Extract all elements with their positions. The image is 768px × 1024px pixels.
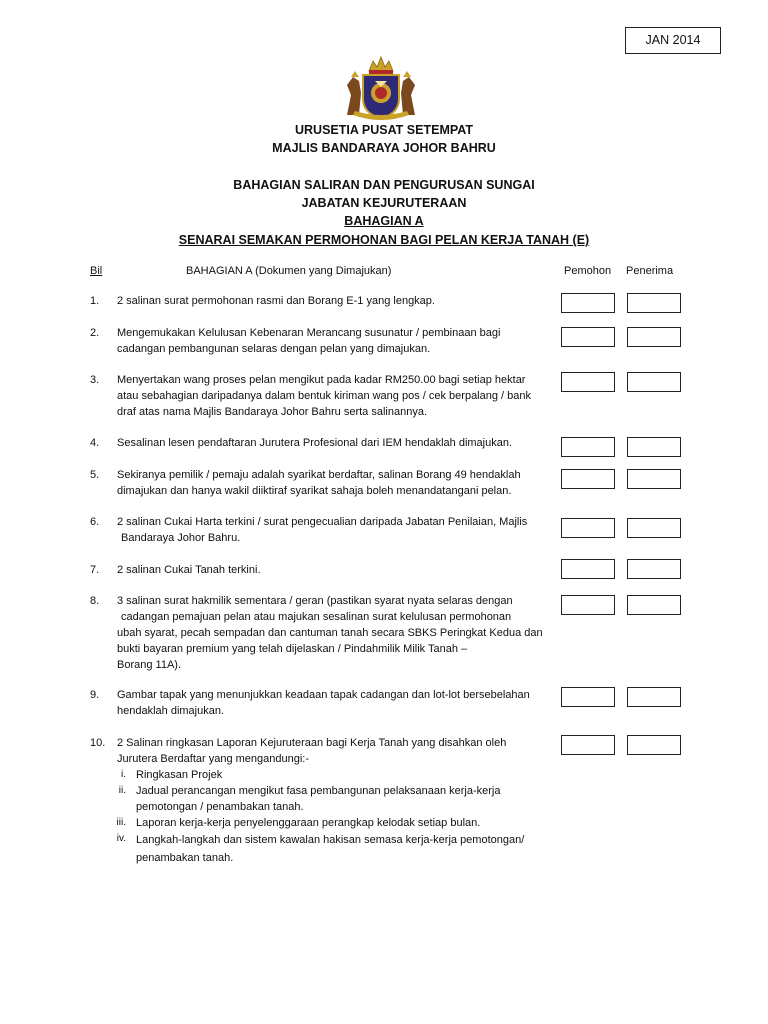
item-line: 2 salinan surat permohonan rasmi dan Borang E-1 yang lengkap. <box>117 295 435 307</box>
item-number: 3. <box>90 374 100 386</box>
column-header-description: BAHAGIAN A (Dokumen yang Dimajukan) <box>186 265 392 277</box>
penerima-checkbox[interactable] <box>627 437 681 457</box>
checklist-item <box>0 293 768 307</box>
item-line: penambakan tanah. <box>136 852 234 864</box>
item-line: dimajukan dan hanya wakil diiktiraf syarikat sahaja boleh menandatangani pelan. <box>117 485 512 497</box>
item-number: 6. <box>90 516 100 528</box>
sub-item-text <box>136 767 222 783</box>
item-line: cadangan pembangunan selaras dengan pelan yang dimajukan. <box>117 343 431 355</box>
item-line: Mengemukakan Kelulusan Kebenaran Merancang susunatur / pembinaan bagi <box>117 327 501 339</box>
item-text <box>117 325 557 357</box>
item-line: pemotongan / penambakan tanah. <box>136 801 304 813</box>
item-line: Jurutera Berdaftar yang mengandungi:- <box>117 753 310 765</box>
item-line: Bandaraya Johor Bahru. <box>121 532 241 544</box>
item-number: 9. <box>90 689 100 701</box>
header-line-2: MAJLIS BANDARAYA JOHOR BAHRU <box>272 141 496 155</box>
date-stamp-box: JAN 2014 <box>625 27 721 54</box>
checklist-item <box>0 372 768 418</box>
sub-item-number: iv. <box>116 833 126 844</box>
column-header-penerima: Penerima <box>626 265 674 277</box>
item-line: 2 salinan Cukai Harta terkini / surat pengecualian daripada Jabatan Penilaian, Majlis <box>117 516 528 528</box>
penerima-checkbox[interactable] <box>627 372 681 392</box>
penerima-checkbox[interactable] <box>627 735 681 755</box>
checklist-item <box>0 514 768 544</box>
penerima-checkbox[interactable] <box>627 687 681 707</box>
item-number: 4. <box>90 437 100 449</box>
sub-item-text <box>136 831 524 867</box>
sub-item-number: i. <box>121 769 126 780</box>
pemohon-checkbox[interactable] <box>561 518 615 538</box>
penerima-checkbox[interactable] <box>627 469 681 489</box>
item-line: hendaklah dimajukan. <box>117 705 225 717</box>
item-number: 7. <box>90 564 100 576</box>
penerima-checkbox[interactable] <box>627 595 681 615</box>
item-text <box>117 467 557 499</box>
item-line: Sesalinan lesen pendaftaran Jurutera Profesional dari IEM hendaklah dimajukan. <box>117 437 513 449</box>
item-text <box>117 593 557 673</box>
penerima-checkbox[interactable] <box>627 293 681 313</box>
checklist-item <box>0 467 768 497</box>
pemohon-checkbox[interactable] <box>561 735 615 755</box>
item-number: 2. <box>90 327 100 339</box>
header-line-3: BAHAGIAN SALIRAN DAN PENGURUSAN SUNGAI <box>233 178 535 192</box>
header-line-4: JABATAN KEJURUTERAAN <box>301 196 467 210</box>
item-line: Sekiranya pemilik / pemaju adalah syarikat berdaftar, salinan Borang 49 hendaklah <box>117 469 521 481</box>
item-line: Jadual perancangan mengikut fasa pembangunan pelaksanaan kerja-kerja <box>136 785 501 797</box>
item-line: 2 salinan Cukai Tanah terkini. <box>117 564 261 576</box>
checklist-item <box>0 435 768 449</box>
item-line: Laporan kerja-kerja penyelenggaraan perangkap kelodak setiap bulan. <box>136 817 481 829</box>
penerima-checkbox[interactable] <box>627 559 681 579</box>
sub-item-number: ii. <box>118 785 126 796</box>
item-number: 1. <box>90 295 100 307</box>
pemohon-checkbox[interactable] <box>561 559 615 579</box>
sub-item-text <box>136 783 500 815</box>
penerima-checkbox[interactable] <box>627 327 681 347</box>
pemohon-checkbox[interactable] <box>561 372 615 392</box>
pemohon-checkbox[interactable] <box>561 469 615 489</box>
penerima-checkbox[interactable] <box>627 518 681 538</box>
item-text <box>117 372 557 420</box>
item-line: Menyertakan wang proses pelan mengikut pada kadar RM250.00 bagi setiap hektar <box>117 374 526 386</box>
item-line: Ringkasan Projek <box>136 769 223 781</box>
item-number: 10. <box>90 737 106 749</box>
item-number: 8. <box>90 595 100 607</box>
pemohon-checkbox[interactable] <box>561 687 615 707</box>
pemohon-checkbox[interactable] <box>561 327 615 347</box>
item-text <box>117 735 557 767</box>
header-line-5: BAHAGIAN A <box>344 214 424 228</box>
item-line: draf atas nama Majlis Bandaraya Johor Bahru serta salinannya. <box>117 406 428 418</box>
municipal-crest-icon <box>341 55 421 123</box>
pemohon-checkbox[interactable] <box>561 595 615 615</box>
item-text <box>117 687 557 719</box>
form-title: SENARAI SEMAKAN PERMOHONAN BAGI PELAN KERJA TANAH (E) <box>178 233 590 247</box>
checklist-item <box>0 562 768 576</box>
item-line: Borang 11A). <box>117 659 182 671</box>
item-text <box>117 293 557 309</box>
sub-item-text <box>136 815 480 831</box>
item-line: Gambar tapak yang menunjukkan keadaan tapak cadangan dan lot-lot bersebelahan <box>117 689 530 701</box>
pemohon-checkbox[interactable] <box>561 293 615 313</box>
checklist-item <box>0 325 768 355</box>
item-line: Langkah-langkah dan sistem kawalan hakisan semasa kerja-kerja pemotongan/ <box>136 834 525 846</box>
item-line: ubah syarat, pecah sempadan dan cantuman tanah secara SBKS Peringkat Kedua dan <box>117 627 543 639</box>
item-line: 2 Salinan ringkasan Laporan Kejuruteraan bagi Kerja Tanah yang disahkan oleh <box>117 737 507 749</box>
item-text <box>117 562 557 578</box>
checklist-item <box>0 687 768 717</box>
column-header-bil: Bil <box>90 265 103 277</box>
item-number: 5. <box>90 469 100 481</box>
item-text <box>117 514 557 546</box>
item-line: atau sebahagian daripadanya dalam bentuk kiriman wang pos / cek berpalang / bank <box>117 390 531 402</box>
sub-item-number: iii. <box>116 817 126 828</box>
checklist-item <box>0 735 768 765</box>
column-header-pemohon: Pemohon <box>564 265 612 277</box>
item-line: 3 salinan surat hakmilik sementara / geran (pastikan syarat nyata selaras dengan <box>117 595 513 607</box>
checklist-item <box>0 593 768 671</box>
header-line-1: URUSETIA PUSAT SETEMPAT <box>294 123 473 137</box>
item-line: cadangan pemajuan pelan atau majukan sesalinan surat kelulusan permohonan <box>121 611 512 623</box>
item-text <box>117 435 557 451</box>
pemohon-checkbox[interactable] <box>561 437 615 457</box>
item-line: bukti bayaran premium yang telah dijelaskan / Pindahmilik Milik Tanah – <box>117 643 468 655</box>
